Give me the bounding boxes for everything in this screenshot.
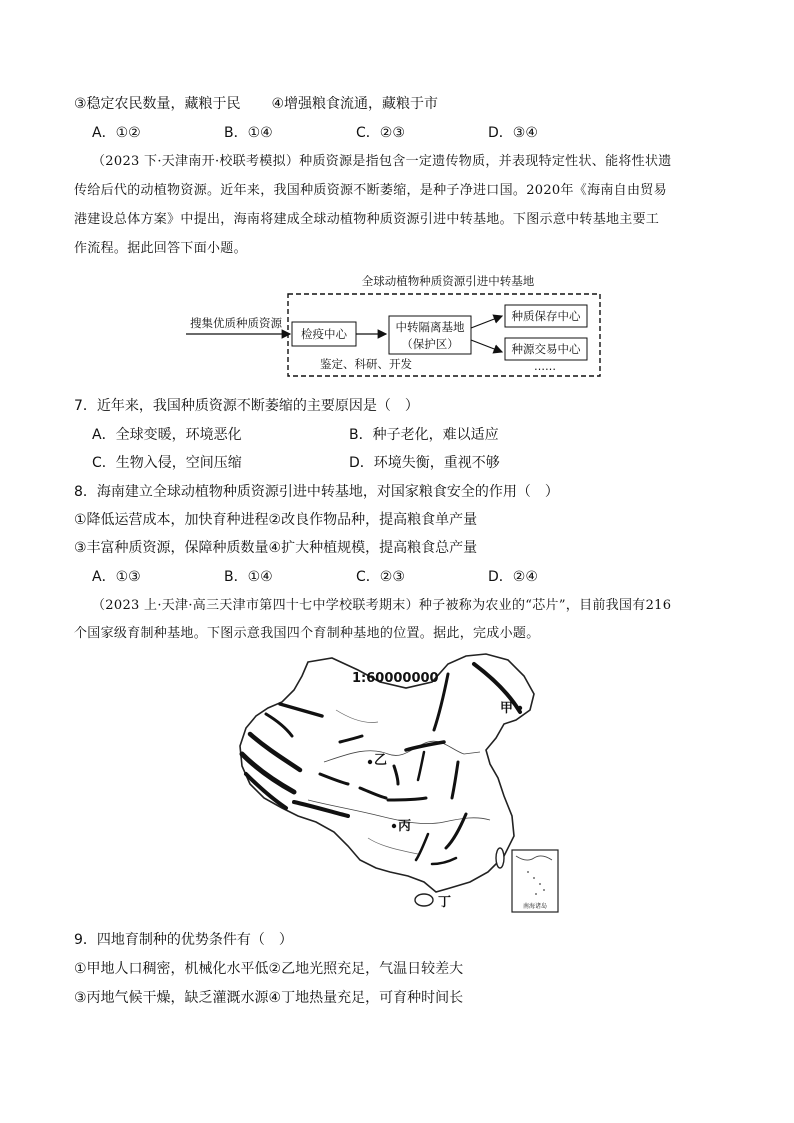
- flowchart: [180, 268, 610, 380]
- china-map: [228, 650, 568, 916]
- q6-statement-3: ③稳定农民数量，藏粮于民: [74, 96, 241, 112]
- point-yi-marker: [368, 760, 372, 764]
- inset-island: [527, 871, 529, 873]
- passage1-line4: 作流程。据此回答下面小题。: [74, 241, 247, 256]
- flowchart-title: 全球动植物种质资源引进中转基地: [361, 274, 535, 288]
- label-yi: 乙: [374, 753, 388, 768]
- q7-option-d[interactable]: D．环境失衡，重视不够: [349, 455, 500, 471]
- q9-statements-12: ①甲地人口稠密，机械化水平低②乙地光照充足，气温日较差大: [74, 961, 464, 977]
- arrow-to-storage: [471, 316, 502, 328]
- q8-option-a[interactable]: A．①③: [92, 569, 141, 585]
- passage2-line2: 个国家级育制种基地。下图示意我国四个育制种基地的位置。据此，完成小题。: [74, 626, 540, 641]
- hainan-island: [415, 894, 433, 906]
- q7-options-row1: [92, 425, 692, 445]
- q6-option-b[interactable]: B．①④: [224, 125, 273, 141]
- q9-statements-34: ③丙地气候干燥，缺乏灌溉水源④丁地热量充足，可育种时间长: [74, 990, 464, 1006]
- quarantine-center-label: 检疫中心: [301, 327, 347, 341]
- q7-option-b[interactable]: B．种子老化，难以适应: [349, 427, 499, 443]
- q6-option-a[interactable]: A．①②: [92, 125, 141, 141]
- q8-option-c[interactable]: C．②③: [356, 569, 405, 585]
- inset-island: [543, 889, 545, 891]
- inset-label: 南海诸岛: [522, 903, 548, 910]
- q9-stem: 9．四地育制种的优势条件有（ ）: [74, 932, 293, 948]
- q8-option-d[interactable]: D．②④: [488, 569, 538, 585]
- china-outline: [240, 654, 534, 892]
- point-jia-marker: [518, 706, 522, 710]
- point-bing-marker: [392, 824, 396, 828]
- q8-options: [92, 567, 712, 587]
- label-ding: 丁: [438, 895, 452, 910]
- arrow-to-trading: [471, 340, 502, 352]
- flowchart-input-label: 搜集优质种质资源: [190, 316, 282, 330]
- label-jia: 甲: [500, 701, 514, 716]
- transfer-base-label-2: （保护区）: [401, 337, 459, 351]
- q7-option-a[interactable]: A．全球变暖，环境恶化: [92, 427, 242, 443]
- flowchart-bottom-label: 鉴定、科研、开发: [320, 357, 412, 371]
- q7-options-row2: [92, 453, 692, 473]
- flowchart-ellipsis: ……: [534, 360, 556, 373]
- q8-statements-12: ①降低运营成本，加快育种进程②改良作物品种，提高粮食单产量: [74, 512, 478, 528]
- q6-option-d[interactable]: D．③④: [488, 125, 538, 141]
- q7-option-c[interactable]: C．生物入侵，空间压缩: [92, 455, 242, 471]
- passage1-line2: 传给后代的动植物资源。近年来，我国种质资源不断萎缩，是种子净进口国。2020年《海南自由贸易: [74, 183, 667, 198]
- q6-statements: [74, 94, 438, 114]
- q8-statements-34: ③丰富种质资源，保障种质数量④扩大种植规模，提高粮食总产量: [74, 540, 478, 556]
- inset-island: [535, 893, 537, 895]
- taiwan-island: [496, 848, 504, 868]
- map-scale: 1:60000000: [352, 671, 439, 686]
- trading-center-label: 种源交易中心: [511, 342, 581, 356]
- q6-options: [92, 123, 712, 143]
- storage-center-label: 种质保存中心: [511, 309, 581, 323]
- q8-stem: 8．海南建立全球动植物种质资源引进中转基地，对国家粮食安全的作用（ ）: [74, 484, 559, 500]
- q8-option-b[interactable]: B．①④: [224, 569, 273, 585]
- passage1-line3: 港建设总体方案》中提出，海南将建成全球动植物种质资源引进中转基地。下图示意中转基地主要工: [74, 212, 660, 227]
- passage2-line1: （2023 上·天津·高三天津市第四十七中学校联考期末）种子被称为农业的“芯片”，目前我国有216: [92, 598, 672, 613]
- label-bing: 丙: [398, 819, 412, 834]
- q6-option-c[interactable]: C．②③: [356, 125, 405, 141]
- passage1-line1: （2023 下·天津南开·校联考模拟）种质资源是指包含一定遗传物质，并表现特定性状、能将性状遗: [92, 154, 672, 169]
- inset-island: [539, 883, 541, 885]
- q6-statement-4: ④增强粮食流通，藏粮于市: [271, 96, 439, 112]
- transfer-base-label-1: 中转隔离基地: [395, 320, 465, 334]
- q7-stem: 7．近年来，我国种质资源不断萎缩的主要原因是（ ）: [74, 398, 419, 414]
- inset-island: [533, 877, 535, 879]
